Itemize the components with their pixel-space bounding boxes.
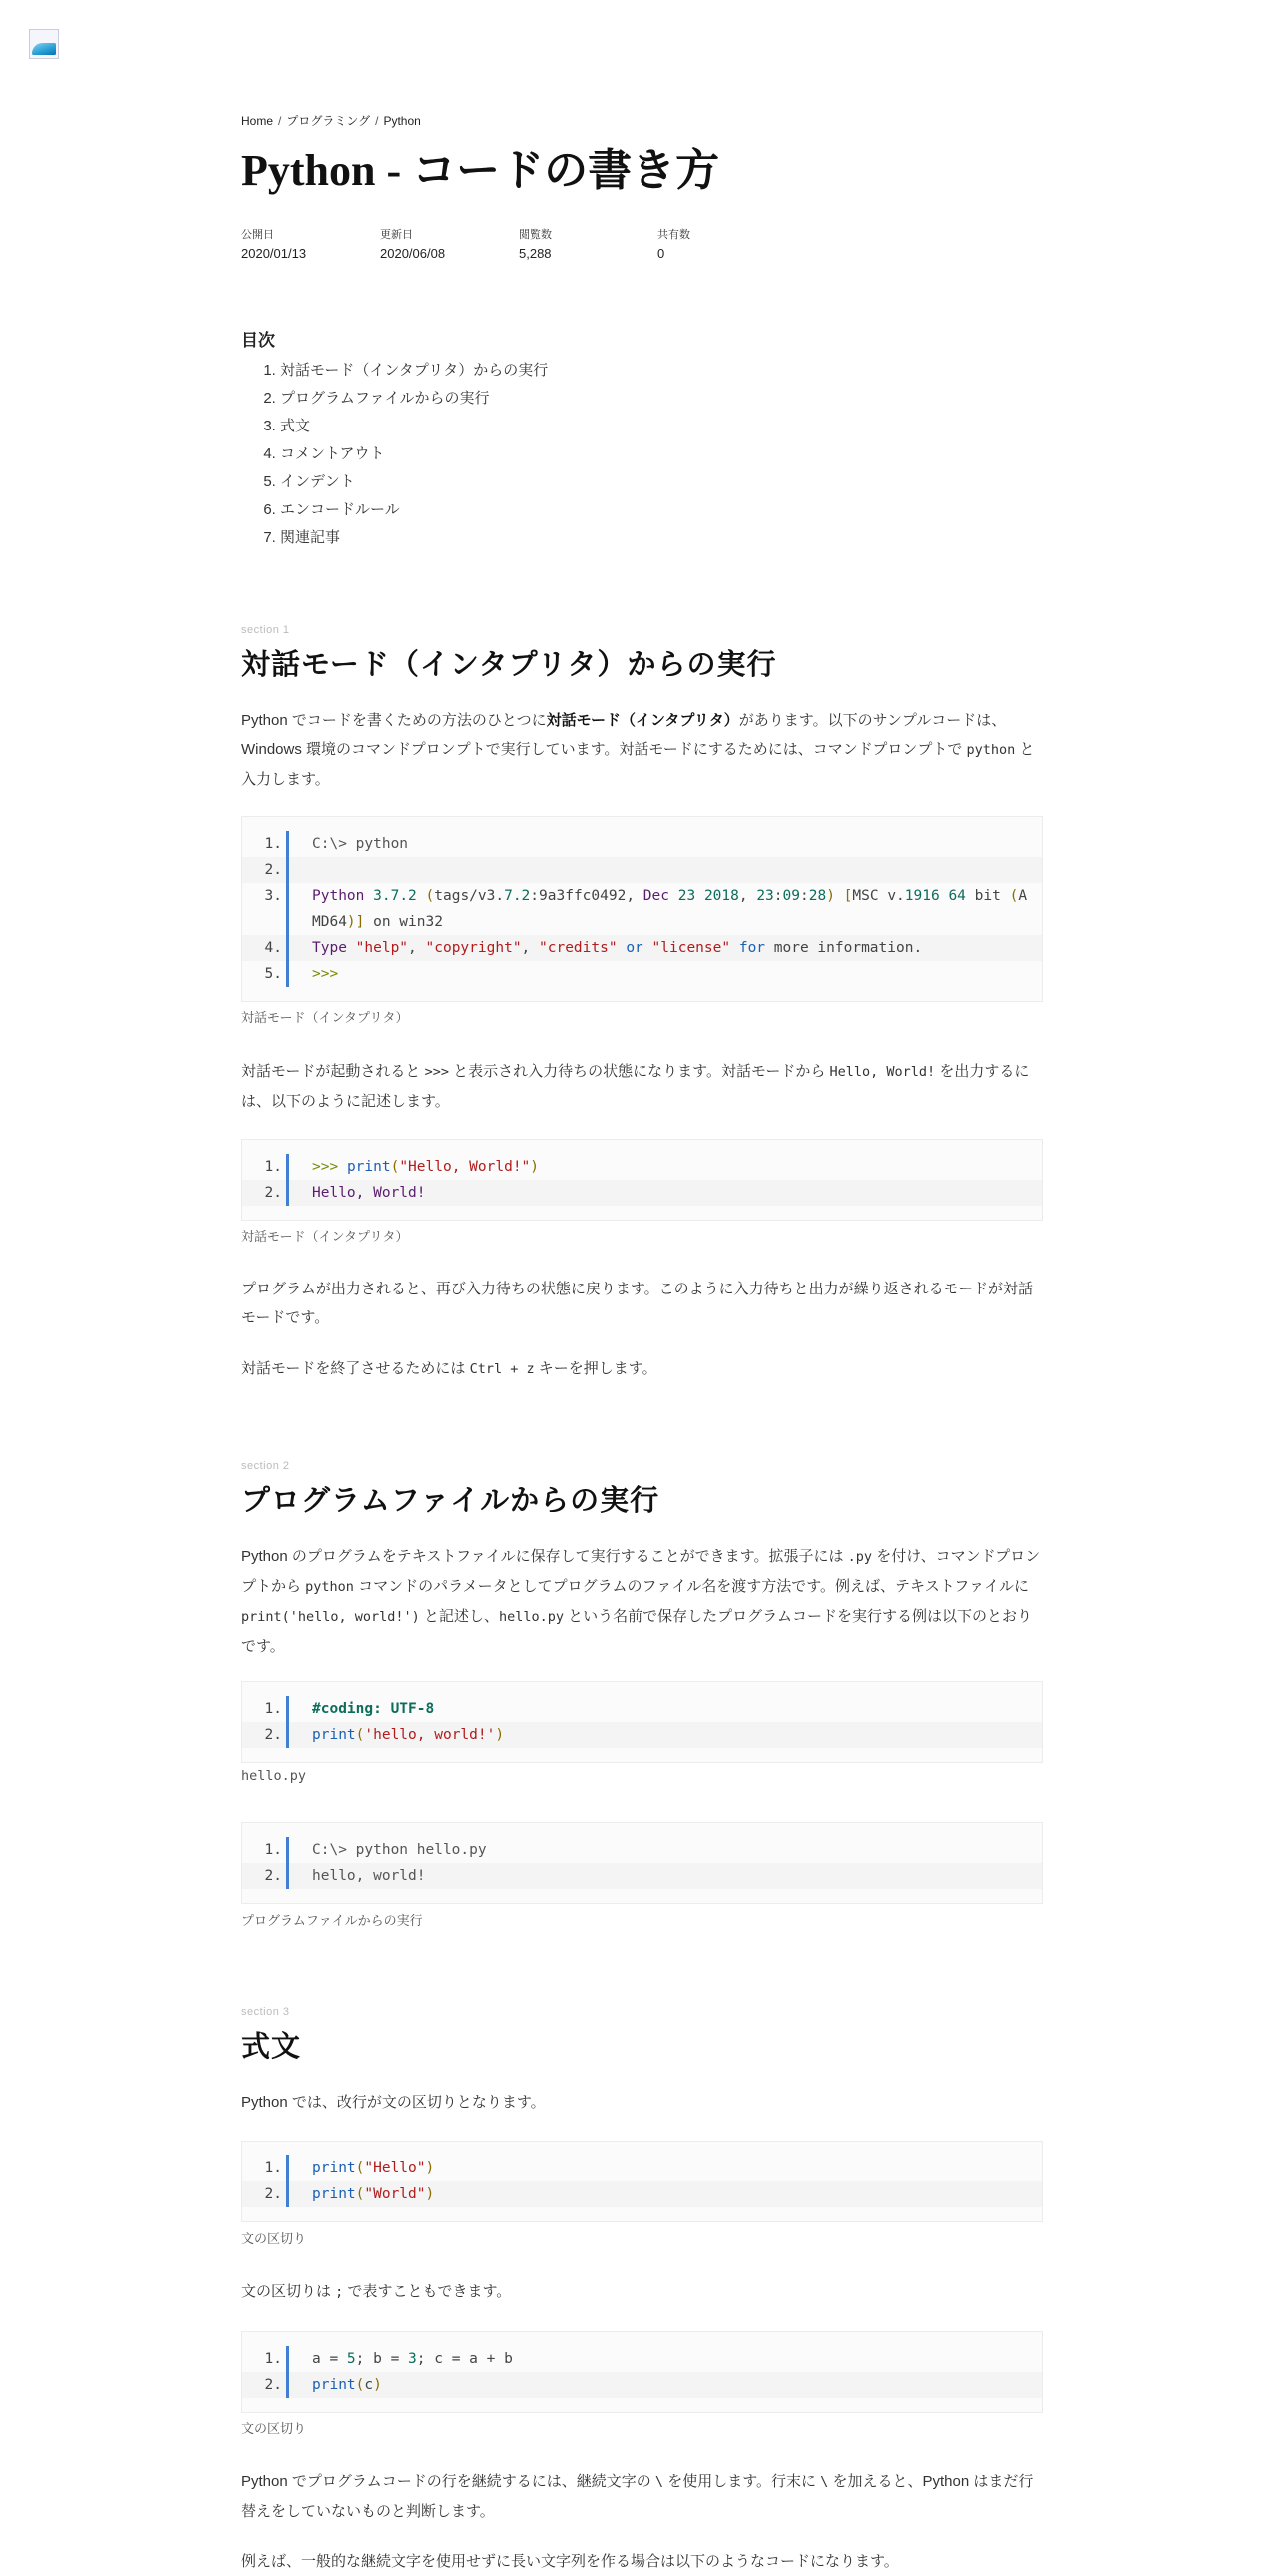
meta-shares-value: 0 bbox=[657, 246, 665, 261]
inline-code: >>> bbox=[424, 1064, 449, 1080]
code-lines bbox=[242, 2155, 1042, 2207]
code-text: C:\> python bbox=[312, 836, 409, 852]
code-text: Python 3.7.2 (tags/v3.7.2:9a3ffc0492, Dec 23 2018, 23:09:28) [MSC v.1916 64 bit (AMD64)] on win32 bbox=[312, 888, 1028, 930]
inline-code: \ bbox=[654, 2474, 664, 2490]
section-number: section 2 bbox=[241, 1460, 290, 1472]
code-caption: hello.py bbox=[241, 1768, 307, 1784]
line-number: 1. bbox=[264, 836, 282, 852]
code-line bbox=[242, 961, 1042, 987]
line-number: 2. bbox=[264, 2377, 282, 2393]
section-1-heading bbox=[241, 624, 1043, 683]
breadcrumb-programming[interactable]: プログラミング bbox=[286, 114, 371, 128]
paragraph: 例えば、一般的な継続文字を使用せずに長い文字列を作る場合は以下のようなコードになります。 bbox=[241, 2553, 899, 2570]
inline-code: hello.py bbox=[498, 1609, 565, 1625]
line-number: 4. bbox=[264, 940, 282, 956]
line-number: 1. bbox=[264, 1701, 282, 1717]
code-block bbox=[241, 1822, 1043, 1904]
text-span: を加えると、Python はまだ行替えをしていないものと判断します。 bbox=[241, 2473, 1034, 2520]
meta-shares-label: 共有数 bbox=[657, 229, 690, 241]
paragraph bbox=[241, 2467, 1043, 2526]
meta-updated bbox=[380, 226, 519, 261]
section-number: section 1 bbox=[241, 624, 290, 636]
toc-heading: 目次 bbox=[241, 331, 275, 350]
code-text: >>> print("Hello, World!") bbox=[312, 1159, 540, 1175]
code-accent-bar bbox=[286, 1154, 289, 1206]
code-line bbox=[242, 1863, 1042, 1889]
code-line bbox=[242, 2155, 1042, 2181]
paragraph bbox=[241, 1354, 1043, 1384]
meta-updated-label: 更新日 bbox=[380, 229, 413, 241]
code-lines bbox=[242, 831, 1042, 987]
meta-views-label: 閲覧数 bbox=[519, 229, 552, 241]
code-caption: 対話モード（インタプリタ） bbox=[241, 1229, 409, 1244]
meta-updated-value: 2020/06/08 bbox=[380, 246, 446, 261]
inline-code: python bbox=[305, 1579, 354, 1595]
code-line bbox=[242, 1722, 1042, 1748]
text-span: 対話モードが起動されると bbox=[241, 1063, 425, 1080]
inline-code: python bbox=[966, 742, 1016, 758]
text-span: 対話モードを終了させるためには bbox=[241, 1360, 470, 1377]
code-lines bbox=[242, 1696, 1042, 1748]
code-text: Hello, World! bbox=[312, 1185, 426, 1201]
text-span: と表示され入力待ちの状態になります。対話モードから bbox=[448, 1063, 830, 1080]
code-text: C:\> python hello.py bbox=[312, 1842, 487, 1858]
code-line bbox=[242, 1154, 1042, 1180]
code-block bbox=[241, 1139, 1043, 1221]
code-block bbox=[241, 2141, 1043, 2222]
paragraph: プログラムが出力されると、再び入力待ちの状態に戻ります。このように入力待ちと出力が繰り返されるモードが対話モードです。 bbox=[241, 1281, 1034, 1326]
section-number: section 3 bbox=[241, 2006, 290, 2018]
line-number: 2. bbox=[264, 1868, 282, 1884]
code-accent-bar bbox=[286, 2155, 289, 2207]
toc-list bbox=[241, 357, 548, 552]
code-line bbox=[242, 1180, 1042, 1206]
bold-text: 対話モード（インタプリタ） bbox=[546, 712, 739, 729]
code-text: >>> bbox=[312, 966, 339, 982]
code-accent-bar bbox=[286, 1837, 289, 1889]
code-line bbox=[242, 2372, 1042, 2398]
line-number: 3. bbox=[264, 888, 282, 904]
code-line bbox=[242, 2181, 1042, 2207]
text-span: という名前で保存したプログラムコードを実行する例は以下のとおりです。 bbox=[241, 1608, 1033, 1655]
logo-wave bbox=[32, 43, 56, 55]
meta-published bbox=[241, 226, 380, 261]
code-accent-bar bbox=[286, 1696, 289, 1748]
section-title: 対話モード（インタプリタ）からの実行 bbox=[241, 649, 777, 681]
code-line bbox=[242, 2346, 1042, 2372]
text-span: Python でコードを書くための方法のひとつに bbox=[241, 712, 547, 729]
section-title: 式文 bbox=[241, 2031, 302, 2063]
section-3-heading bbox=[241, 2006, 1043, 2065]
code-block bbox=[241, 2331, 1043, 2413]
code-caption: 対話モード（インタプリタ） bbox=[241, 1010, 409, 1025]
toc-item[interactable]: 2. プログラムファイルからの実行 bbox=[280, 385, 548, 413]
inline-code: \ bbox=[820, 2474, 829, 2490]
text-span: キーを押します。 bbox=[534, 1360, 657, 1377]
code-text: Type "help", "copyright", "credits" or "license" for more information. bbox=[312, 940, 923, 956]
line-number: 1. bbox=[264, 2351, 282, 2367]
text-span: と記述し、 bbox=[419, 1608, 499, 1625]
code-caption: 文の区切り bbox=[241, 2231, 307, 2246]
code-text: print("World") bbox=[312, 2186, 435, 2202]
paragraph bbox=[241, 2277, 1043, 2307]
code-text: print(c) bbox=[312, 2377, 382, 2393]
table-of-contents bbox=[241, 326, 548, 552]
code-accent-bar bbox=[286, 831, 289, 987]
meta-published-value: 2020/01/13 bbox=[241, 246, 307, 261]
section-2-heading bbox=[241, 1460, 1043, 1519]
section-title: プログラムファイルからの実行 bbox=[241, 1485, 660, 1517]
code-caption: 文の区切り bbox=[241, 2421, 307, 2436]
code-block bbox=[241, 1681, 1043, 1763]
page-title: Python - コードの書き方 bbox=[241, 146, 720, 195]
code-accent-bar bbox=[286, 2346, 289, 2398]
code-block bbox=[241, 816, 1043, 1002]
line-number: 2. bbox=[264, 1185, 282, 1201]
line-number: 2. bbox=[264, 862, 282, 878]
meta-views bbox=[519, 226, 657, 261]
code-line bbox=[242, 1837, 1042, 1863]
article-meta bbox=[241, 226, 796, 261]
line-number: 2. bbox=[264, 2186, 282, 2202]
paragraph: Python では、改行が文の区切りとなります。 bbox=[241, 2094, 546, 2111]
inline-code: Hello, World! bbox=[829, 1064, 936, 1080]
toc-item[interactable]: 1. 対話モード（インタプリタ）からの実行 bbox=[280, 357, 548, 385]
text-span: を出力するには、以下のように記述します。 bbox=[241, 1063, 1030, 1110]
toc-item[interactable]: 7. 関連記事 bbox=[280, 524, 548, 552]
breadcrumb-home[interactable]: Home bbox=[241, 114, 274, 128]
toc-item[interactable]: 3. 式文 bbox=[280, 413, 548, 440]
line-number: 1. bbox=[264, 1159, 282, 1175]
line-number: 1. bbox=[264, 1842, 282, 1858]
toc-item[interactable]: 6. エンコードルール bbox=[280, 496, 548, 524]
text-span: を使用します。行末に bbox=[663, 2473, 821, 2490]
text-span: 文の区切りは bbox=[241, 2283, 336, 2300]
text-span: と入力します。 bbox=[241, 741, 1035, 788]
line-number: 5. bbox=[264, 966, 282, 982]
code-lines bbox=[242, 1837, 1042, 1889]
code-text: a = 5; b = 3; c = a + b bbox=[312, 2351, 513, 2367]
breadcrumb bbox=[241, 112, 421, 129]
toc-item[interactable]: 4. コメントアウト bbox=[280, 440, 548, 468]
code-text: hello, world! bbox=[312, 1868, 426, 1884]
site-logo-icon[interactable] bbox=[29, 29, 59, 59]
toc-item[interactable]: 5. インデント bbox=[280, 468, 548, 496]
inline-code: print('hello, world!') bbox=[241, 1609, 420, 1625]
code-text: print("Hello") bbox=[312, 2160, 435, 2176]
code-caption: プログラムファイルからの実行 bbox=[241, 1913, 423, 1928]
text-span: Python のプログラムをテキストファイルに保存して実行することができます。拡張子には bbox=[241, 1548, 848, 1565]
paragraph bbox=[241, 1542, 1043, 1661]
code-text bbox=[308, 857, 1042, 883]
text-span: があります。以下のサンプルコードは、Windows 環境のコマンドプロンプトで実行しています。対話モードにするためには、コマンドプロンプトで bbox=[241, 712, 1007, 758]
code-text: print('hello, world!') bbox=[312, 1727, 505, 1743]
inline-code: .py bbox=[847, 1549, 873, 1565]
breadcrumb-separator: / bbox=[278, 114, 282, 128]
text-span: で表すこともできます。 bbox=[343, 2283, 512, 2300]
meta-published-label: 公開日 bbox=[241, 229, 274, 241]
code-line bbox=[242, 883, 1042, 935]
breadcrumb-separator: / bbox=[375, 114, 379, 128]
text-span: Python でプログラムコードの行を継続するには、継続文字の bbox=[241, 2473, 655, 2490]
meta-views-value: 5,288 bbox=[519, 246, 552, 261]
text-span: コマンドのパラメータとしてプログラムのファイル名を渡す方法です。例えば、テキストファイルに bbox=[353, 1578, 1029, 1595]
paragraph bbox=[241, 706, 1043, 794]
text-span: を付け、コマンドプロンプトから bbox=[241, 1548, 1041, 1595]
code-line bbox=[242, 935, 1042, 961]
code-line bbox=[242, 1696, 1042, 1722]
code-lines bbox=[242, 1154, 1042, 1206]
code-lines bbox=[242, 2346, 1042, 2398]
line-number: 2. bbox=[264, 1727, 282, 1743]
code-text: #coding: UTF-8 bbox=[312, 1701, 435, 1717]
inline-code: Ctrl + z bbox=[469, 1361, 535, 1377]
code-line bbox=[242, 831, 1042, 857]
inline-code: ; bbox=[335, 2284, 344, 2300]
line-number: 1. bbox=[264, 2160, 282, 2176]
code-line bbox=[242, 857, 1042, 883]
paragraph bbox=[241, 1057, 1043, 1116]
meta-shares bbox=[657, 226, 796, 261]
breadcrumb-python[interactable]: Python bbox=[383, 114, 421, 128]
